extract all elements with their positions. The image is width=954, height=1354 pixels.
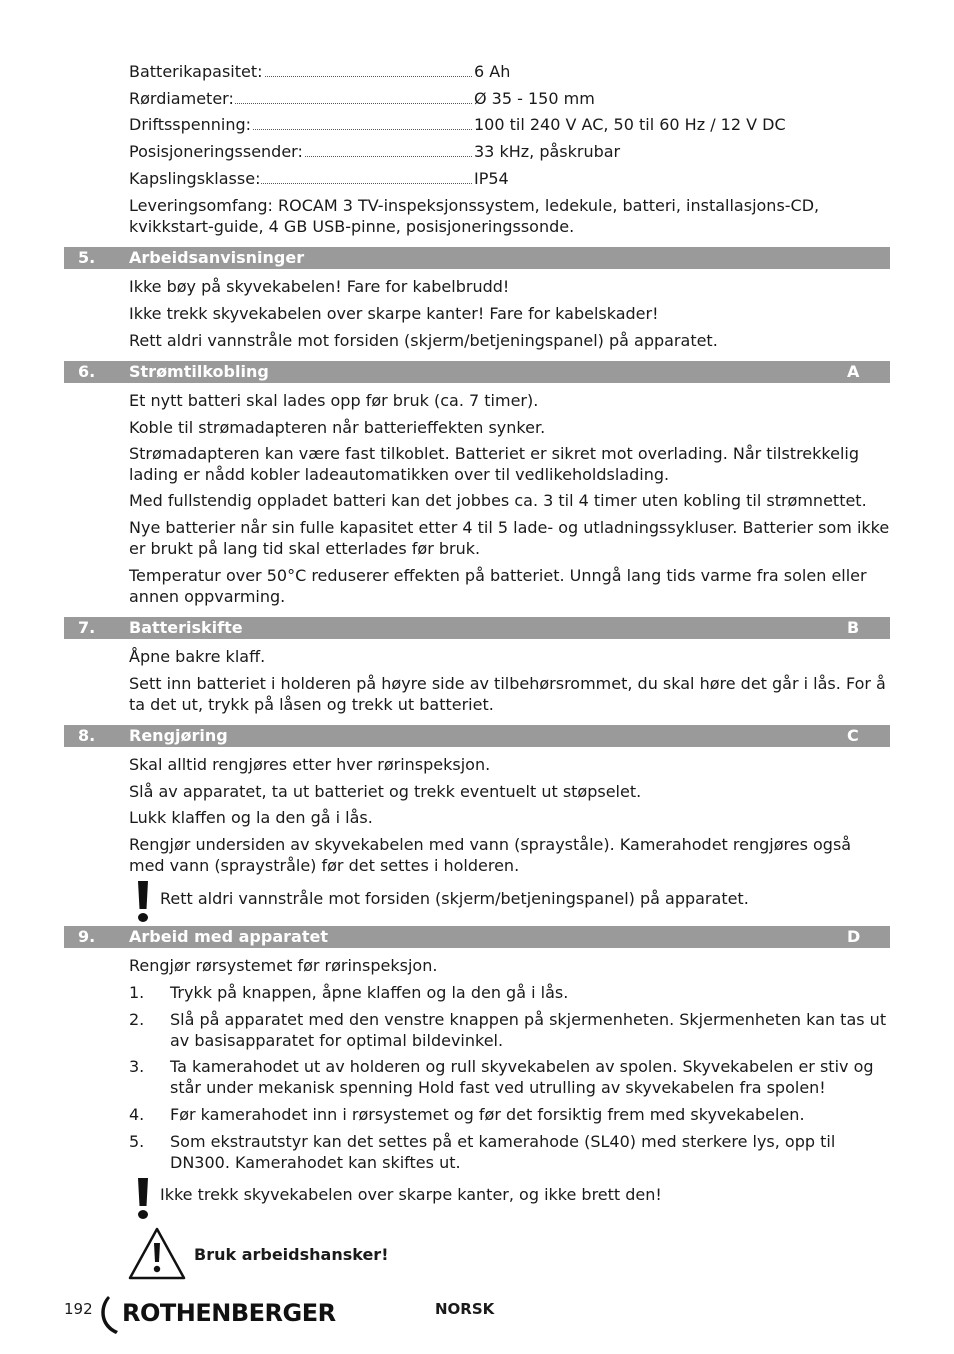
paragraph: Strømadapteren kan være fast tilkoblet. Batteriet er sikret mot overlading. Når tilstrekkelig lading er nådd kobler ladeautomatikken over til vedlikeholdslading. xyxy=(129,444,859,484)
paragraph: Skal alltid rengjøres etter hver rørinspeksjon. xyxy=(129,755,491,774)
list-number: 5. xyxy=(129,1132,145,1151)
paragraph: Med fullstendig oppladet batteri kan det jobbes ca. 3 til 4 timer uten kobling til strømnettet. xyxy=(129,491,867,510)
section-title: Batteriskifte xyxy=(129,618,243,637)
list-text: Før kamerahodet inn i rørsystemet og før det forsiktig frem med skyvekabelen. xyxy=(170,1105,805,1124)
spec-row xyxy=(129,168,889,190)
warning-text: Ikke trekk skyvekabelen over skarpe kanter, og ikke brett den! xyxy=(160,1185,662,1204)
paragraph: Ikke bøy på skyvekabelen! Fare for kabelbrudd! xyxy=(129,277,510,296)
list-number: 2. xyxy=(129,1010,145,1029)
section-header-6 xyxy=(64,361,890,383)
list-number: 4. xyxy=(129,1105,145,1124)
brand-logo xyxy=(100,1294,350,1340)
spec-label: Driftsspenning: xyxy=(129,115,252,134)
spec-label: Rørdiameter: xyxy=(129,89,234,108)
paragraph: Sett inn batteriet i holderen på høyre side av tilbehørsrommet, du skal høre det går i lås. For å ta det ut, trykk på låsen og trekk ut batteriet. xyxy=(129,674,886,714)
list-text: Som ekstrautstyr kan det settes på et kamerahode (SL40) med sterkere lys, opp til DN300. Kamerahodet kan skiftes ut. xyxy=(170,1132,836,1172)
figure-reference: D xyxy=(847,927,861,946)
figure-reference: B xyxy=(847,618,860,637)
language-label: NORSK xyxy=(435,1300,495,1318)
paragraph: Et nytt batteri skal lades opp før bruk (ca. 7 timer). xyxy=(129,391,539,410)
paragraph: Lukk klaffen og la den gå i lås. xyxy=(129,808,373,827)
section-title: Rengjøring xyxy=(129,726,228,745)
section-header-8 xyxy=(64,725,890,747)
spec-label: Kapslingsklasse: xyxy=(129,169,261,188)
section-header-7 xyxy=(64,617,890,639)
section-number: 7. xyxy=(78,618,96,637)
section-title: Arbeid med apparatet xyxy=(129,927,328,946)
spec-row xyxy=(129,61,889,83)
exclamation-icon xyxy=(130,881,156,923)
section-number: 8. xyxy=(78,726,96,745)
warning-triangle-icon xyxy=(128,1226,186,1280)
list-text: Trykk på knappen, åpne klaffen og la den gå i lås. xyxy=(170,983,569,1002)
section-number: 9. xyxy=(78,927,96,946)
section-title: Strømtilkobling xyxy=(129,362,269,381)
section-header-9 xyxy=(64,926,890,948)
spec-value: 6 Ah xyxy=(474,62,511,81)
spec-row xyxy=(129,88,889,110)
paragraph: Temperatur over 50°C reduserer effekten på batteriet. Unngå lang tids varme fra solen eller annen oppvarming. xyxy=(129,566,867,606)
figure-reference: C xyxy=(847,726,859,745)
list-number: 1. xyxy=(129,983,145,1002)
spec-row xyxy=(129,141,889,163)
delivery-scope: Leveringsomfang: ROCAM 3 TV-inspeksjonssystem, ledekule, batteri, installasjons-CD, kvikkstart-guide, 4 GB USB-pinne, posisjoneringssonde. xyxy=(129,196,820,236)
warning-text: Rett aldri vannstråle mot forsiden (skjerm/betjeningspanel) på apparatet. xyxy=(160,889,749,908)
paragraph: Rett aldri vannstråle mot forsiden (skjerm/betjeningspanel) på apparatet. xyxy=(129,331,718,350)
section-header-5 xyxy=(64,247,890,269)
section-title: Arbeidsanvisninger xyxy=(129,248,305,267)
paragraph: Rengjør rørsystemet før rørinspeksjon. xyxy=(129,956,438,975)
section-number: 5. xyxy=(78,248,96,267)
exclamation-icon xyxy=(130,1178,156,1220)
page-number: 192 xyxy=(64,1300,93,1318)
paragraph: Ikke trekk skyvekabelen over skarpe kanter! Fare for kabelskader! xyxy=(129,304,659,323)
spec-value: 33 kHz, påskrubar xyxy=(474,142,621,161)
svg-text:ROTHENBERGER: ROTHENBERGER xyxy=(122,1299,336,1327)
paragraph: Slå av apparatet, ta ut batteriet og trekk eventuelt ut støpselet. xyxy=(129,782,642,801)
section-number: 6. xyxy=(78,362,96,381)
caution-text: Bruk arbeidshansker! xyxy=(194,1245,389,1264)
list-text: Slå på apparatet med den venstre knappen på skjermenheten. Skjermenheten kan tas ut av basisapparatet for optimal bildevinkel. xyxy=(170,1010,887,1050)
spec-value: Ø 35 - 150 mm xyxy=(474,89,595,108)
paragraph: Nye batterier når sin fulle kapasitet etter 4 til 5 lade- og utladningssykluser. Batterier som ikke er brukt på lang tid skal etterlades før bruk. xyxy=(129,518,890,558)
paragraph: Åpne bakre klaff. xyxy=(129,647,266,666)
spec-label: Posisjoneringssender: xyxy=(129,142,303,161)
list-number: 3. xyxy=(129,1057,145,1076)
list-text: Ta kamerahodet ut av holderen og rull skyvekabelen av spolen. Skyvekabelen er stiv og står under mekanisk spenning Hold fast ved utrulling av skyvekabelen fra spolen! xyxy=(170,1057,874,1097)
spec-label: Batterikapasitet: xyxy=(129,62,263,81)
spec-row xyxy=(129,114,889,136)
spec-value: IP54 xyxy=(474,169,509,188)
spec-value: 100 til 240 V AC, 50 til 60 Hz / 12 V DC xyxy=(474,115,786,134)
figure-reference: A xyxy=(847,362,860,381)
paragraph: Rengjør undersiden av skyvekabelen med vann (sprayståle). Kamerahodet rengjøres også med vann (spraystråle) før det settes i holderen. xyxy=(129,835,852,875)
paragraph: Koble til strømadapteren når batterieffekten synker. xyxy=(129,418,546,437)
